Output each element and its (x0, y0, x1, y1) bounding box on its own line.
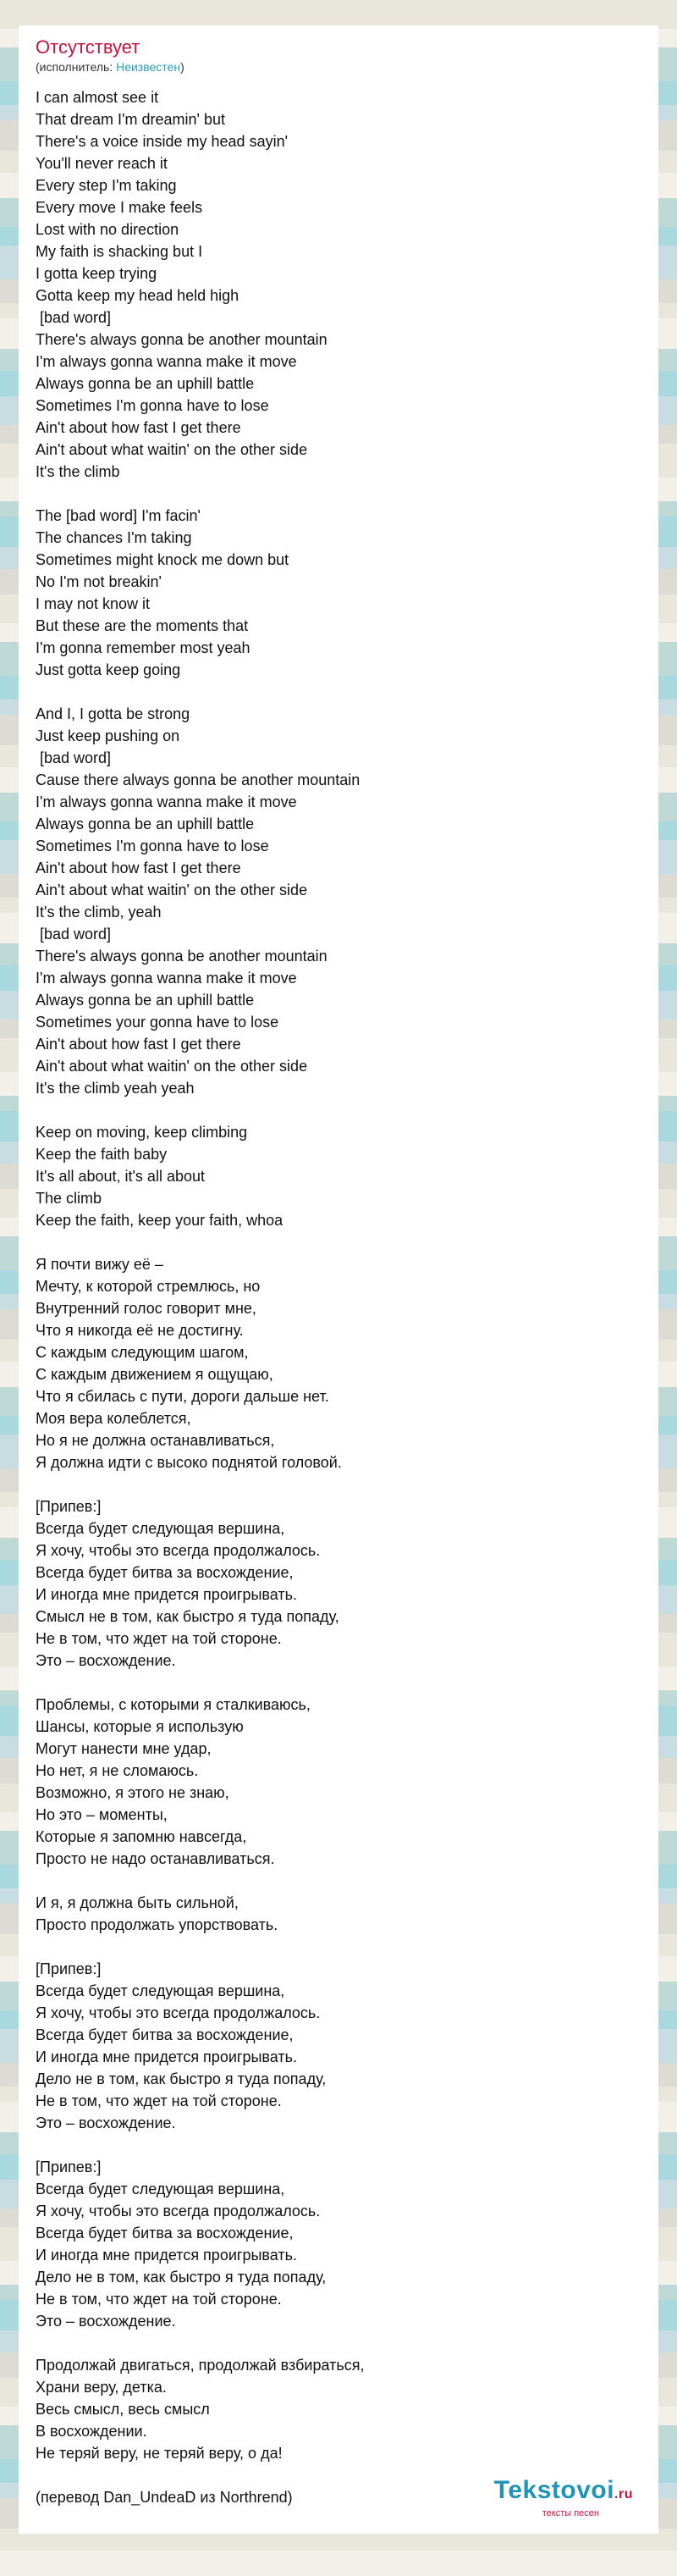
lyric-line: Always gonna be an uphill battle (36, 992, 255, 1009)
lyric-line: И иногда мне придется проигрывать. (36, 1586, 297, 1603)
lyric-line: И я, я должна быть сильной, (36, 1894, 239, 1911)
lyric-line: Ain't about how fast I get there (36, 1036, 241, 1053)
lyrics-card (19, 25, 658, 2534)
lyric-line: Ain't about what waitin' on the other side (36, 882, 308, 898)
lyric-line: Always gonna be an uphill battle (36, 375, 255, 392)
lyric-line: I may not know it (36, 595, 151, 612)
lyric-line: Просто не надо останавливаться. (36, 1850, 275, 1867)
stanza-gap (36, 681, 658, 703)
lyric-line: Just gotta keep going (36, 661, 181, 678)
lyric-line: [bad word] (36, 926, 112, 943)
lyric-line: It's the climb (36, 463, 120, 480)
lyric-line: I'm always gonna wanna make it move (36, 353, 297, 370)
lyric-line: No I'm not breakin' (36, 573, 162, 590)
background-stripe (0, 2551, 677, 2576)
lyric-line: Всегда будет следующая вершина, (36, 1982, 285, 1999)
lyric-line: Проблемы, с которыми я сталкиваюсь, (36, 1696, 311, 1713)
lyric-line: There's always gonna be another mountain (36, 331, 327, 348)
lyric-line: But these are the moments that (36, 617, 249, 634)
lyric-line: Always gonna be an uphill battle (36, 815, 255, 832)
lyric-line: Смысл не в том, как быстро я туда попаду, (36, 1608, 339, 1625)
lyric-line: I'm gonna remember most yeah (36, 639, 250, 656)
lyric-line: И иногда мне придется проигрывать. (36, 2048, 297, 2065)
lyric-line: Это – восхождение. (36, 2313, 176, 2330)
artist-link[interactable]: Неизвестен (116, 60, 181, 74)
lyric-line: My faith is shacking but I (36, 243, 203, 260)
lyric-line: Что я никогда её не достигну. (36, 1322, 244, 1339)
lyric-line: It's the climb, yeah (36, 904, 162, 920)
stanza-gap (36, 1099, 658, 1121)
lyric-line: Возможно, я этого не знаю, (36, 1784, 229, 1801)
lyric-line: Внутренний голос говорит мне, (36, 1300, 256, 1317)
lyric-line: Sometimes might knock me down but (36, 551, 289, 568)
lyrics-text (36, 86, 658, 2508)
lyric-line: С каждым движением я ощущаю, (36, 1366, 273, 1383)
lyric-line: I'm always gonna wanna make it move (36, 793, 297, 810)
stanza-gap (36, 2332, 658, 2354)
lyric-line: [Припев:] (36, 1498, 102, 1515)
lyric-line: Не в том, что ждет на той стороне. (36, 2291, 282, 2308)
lyric-line: И иногда мне придется проигрывать. (36, 2247, 297, 2264)
lyric-line: The chances I'm taking (36, 529, 192, 546)
stanza-gap (36, 1936, 658, 1958)
artist-prefix: (исполнитель: (36, 60, 117, 74)
lyric-line: Всегда будет битва за восхождение, (36, 2026, 294, 2043)
stanza-gap (36, 1473, 658, 1495)
lyric-line: [bad word] (36, 749, 112, 766)
lyric-line: В восхождении. (36, 2423, 147, 2440)
lyric-line: Я почти вижу её – (36, 1256, 163, 1273)
lyric-line: Всегда будет битва за восхождение, (36, 2225, 294, 2242)
lyric-line: Дело не в том, как быстро я туда попаду, (36, 2269, 327, 2286)
lyric-line: Just keep pushing on (36, 727, 180, 744)
lyric-line: Ain't about how fast I get there (36, 419, 241, 436)
lyric-line: Не в том, что ждет на той стороне. (36, 1630, 282, 1647)
lyric-line: Keep on moving, keep climbing (36, 1124, 248, 1141)
lyric-line: Это – восхождение. (36, 1652, 176, 1669)
lyric-line: Cause there always gonna be another mountain (36, 771, 361, 788)
lyric-line: Весь смысл, весь смысл (36, 2401, 210, 2418)
lyric-line: The climb (36, 1190, 102, 1207)
lyric-line: Keep the faith baby (36, 1146, 168, 1163)
lyric-line: Я хочу, чтобы это всегда продолжалось. (36, 1542, 321, 1559)
stanza-gap (36, 1672, 658, 1694)
lyric-line: It's the climb yeah yeah (36, 1080, 195, 1097)
lyric-line: Могут нанести мне удар, (36, 1740, 212, 1757)
lyric-line: Но это – моменты, (36, 1806, 168, 1823)
artist-suffix: ) (180, 60, 184, 74)
lyric-line: Всегда будет следующая вершина, (36, 2181, 285, 2197)
lyric-line: The [bad word] I'm facin' (36, 507, 201, 524)
lyric-line: Продолжай двигаться, продолжай взбираться, (36, 2357, 365, 2374)
lyric-line: Every step I'm taking (36, 177, 177, 194)
site-logo[interactable] (494, 2477, 633, 2518)
logo-tld: .ru (614, 2487, 633, 2501)
lyric-line: Храни веру, детка. (36, 2379, 167, 2396)
lyric-line: Это – восхождение. (36, 2114, 176, 2131)
lyric-line: Что я сбилась с пути, дороги дальше нет. (36, 1388, 329, 1405)
lyric-line: Но нет, я не сломаюсь. (36, 1762, 199, 1779)
lyric-line: Sometimes I'm gonna have to lose (36, 837, 269, 854)
lyric-line: Ain't about how fast I get there (36, 860, 241, 876)
lyric-line: I'm always gonna wanna make it move (36, 970, 297, 987)
song-title: Отсутствует (36, 36, 140, 58)
lyric-line: That dream I'm dreamin' but (36, 111, 225, 128)
lyric-line: Не в том, что ждет на той стороне. (36, 2092, 282, 2109)
lyric-line: Lost with no direction (36, 221, 179, 238)
stanza-gap (36, 1870, 658, 1892)
lyric-line: Ain't about what waitin' on the other side (36, 441, 308, 458)
lyric-line: Sometimes your gonna have to lose (36, 1014, 279, 1031)
lyric-line: I gotta keep trying (36, 265, 157, 282)
lyric-line: There's a voice inside my head sayin' (36, 133, 289, 150)
stanza-gap (36, 1231, 658, 1253)
lyric-line: Но я не должна останавливаться, (36, 1432, 275, 1449)
lyric-line: Keep the faith, keep your faith, whoa (36, 1212, 283, 1229)
lyric-line: Sometimes I'm gonna have to lose (36, 397, 269, 414)
lyric-line: [bad word] (36, 309, 112, 326)
artist-line (36, 59, 658, 75)
lyric-line: Мечту, к которой стремлюсь, но (36, 1278, 261, 1295)
lyric-line: Я хочу, чтобы это всегда продолжалось. (36, 2203, 321, 2219)
stanza-gap (36, 483, 658, 505)
logo-tagline: тексты песен (542, 2508, 599, 2518)
lyric-line: Которые я запомню навсегда, (36, 1828, 247, 1845)
stanza-gap (36, 2134, 658, 2156)
lyric-line: Просто продолжать упорствовать. (36, 1916, 278, 1933)
lyric-line: It's all about, it's all about (36, 1168, 205, 1185)
background-stripe (0, 0, 677, 29)
lyric-line: Every move I make feels (36, 199, 203, 216)
lyric-line: Gotta keep my head held high (36, 287, 239, 304)
lyric-line: Всегда будет следующая вершина, (36, 1520, 285, 1537)
lyric-line: Дело не в том, как быстро я туда попаду, (36, 2070, 327, 2087)
lyric-line: (перевод Dan_UndeaD из Northrend) (36, 2489, 293, 2506)
lyric-line: Я хочу, чтобы это всегда продолжалось. (36, 2004, 321, 2021)
lyric-line: Всегда будет битва за восхождение, (36, 1564, 294, 1581)
lyric-line: Не теряй веру, не теряй веру, о да! (36, 2445, 283, 2462)
lyric-line: And I, I gotta be strong (36, 705, 190, 722)
lyric-line: Я должна идти с высоко поднятой головой. (36, 1454, 342, 1471)
lyric-line: С каждым следующим шагом, (36, 1344, 249, 1361)
lyric-line: Моя вера колеблется, (36, 1410, 191, 1427)
lyric-line: Ain't about what waitin' on the other side (36, 1058, 308, 1075)
lyric-line: [Припев:] (36, 2159, 102, 2175)
logo-name: Tekstovoi (493, 2476, 615, 2504)
lyric-line: There's always gonna be another mountain (36, 948, 327, 965)
lyric-line: Шансы, которые я использую (36, 1718, 244, 1735)
lyric-line: You'll never reach it (36, 155, 168, 172)
lyric-line: [Припев:] (36, 1960, 102, 1977)
lyric-line: I can almost see it (36, 89, 159, 106)
